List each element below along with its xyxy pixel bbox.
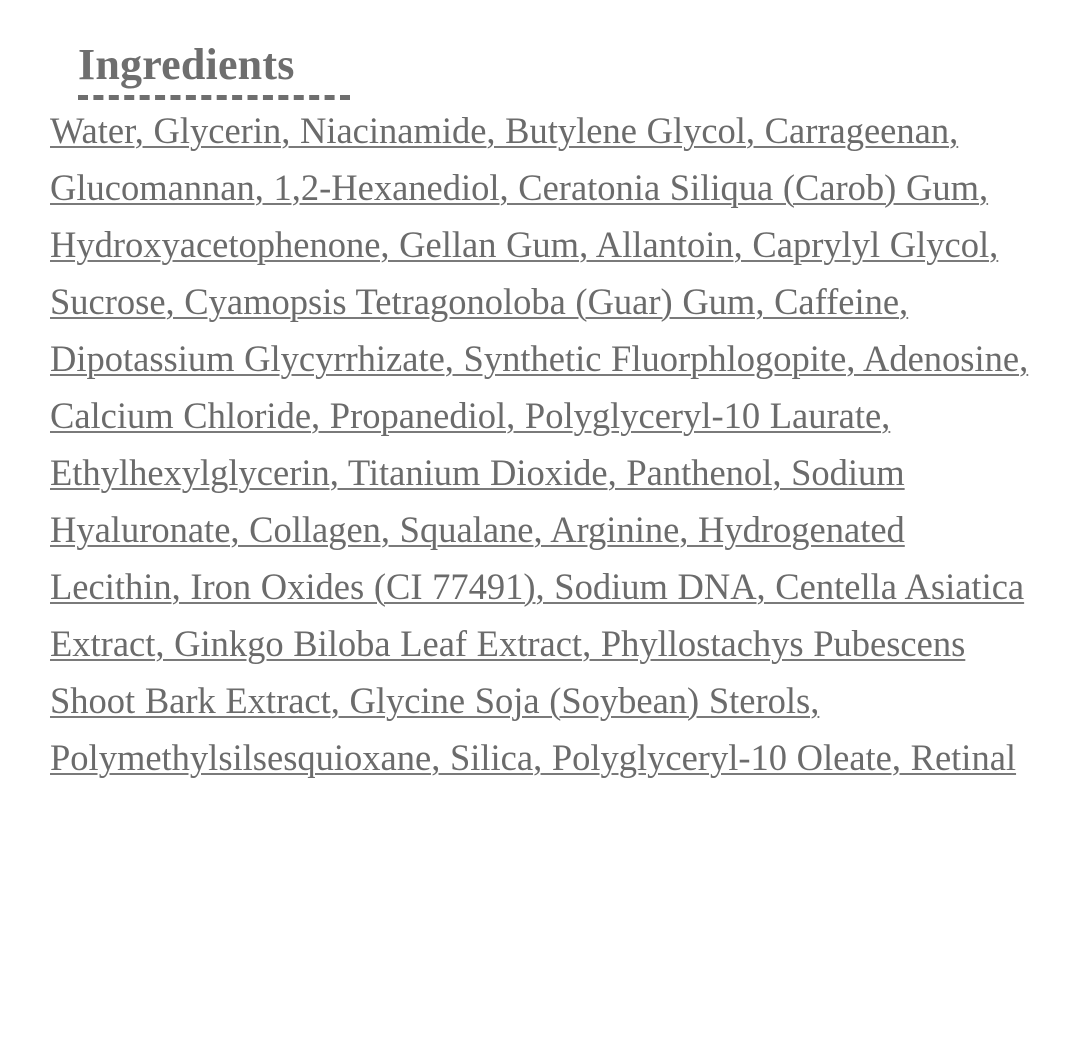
heading-block [78,40,1030,100]
heading-divider [78,95,350,100]
ingredients-paragraph: Water, Glycerin, Niacinamide, Butylene Glycol, Carrageenan, Glucomannan, 1,2-Hexanediol, Ceratonia Siliqua (Carob) Gum, Hydroxyacetophenone, Gellan Gum, Allantoin, Caprylyl Glycol, Sucrose, Cyamopsis Tetragonoloba (Guar) Gum, Caffeine, Dipotassium Glycyrrhizate, Synthetic Fluorphlogopite, Adenosine, Calcium Chloride, Propanediol, Polyglyceryl-10 Laurate, Ethylhexylglycerin, Titanium Dioxide, Panthenol, Sodium Hyaluronate, Collagen, Squalane, Arginine, Hydrogenated Lecithin, Iron Oxides (CI 77491), Sodium DNA, Centella Asiatica Extract, Ginkgo Biloba Leaf Extract, Phyllostachys Pubescens Shoot Bark Extract, Glycine Soja (Soybean) Sterols, Polymethylsilsesquioxane, Silica, Polyglyceryl-10 Oleate, Retinal [50,109,1029,778]
page-title: Ingredients [78,40,295,89]
